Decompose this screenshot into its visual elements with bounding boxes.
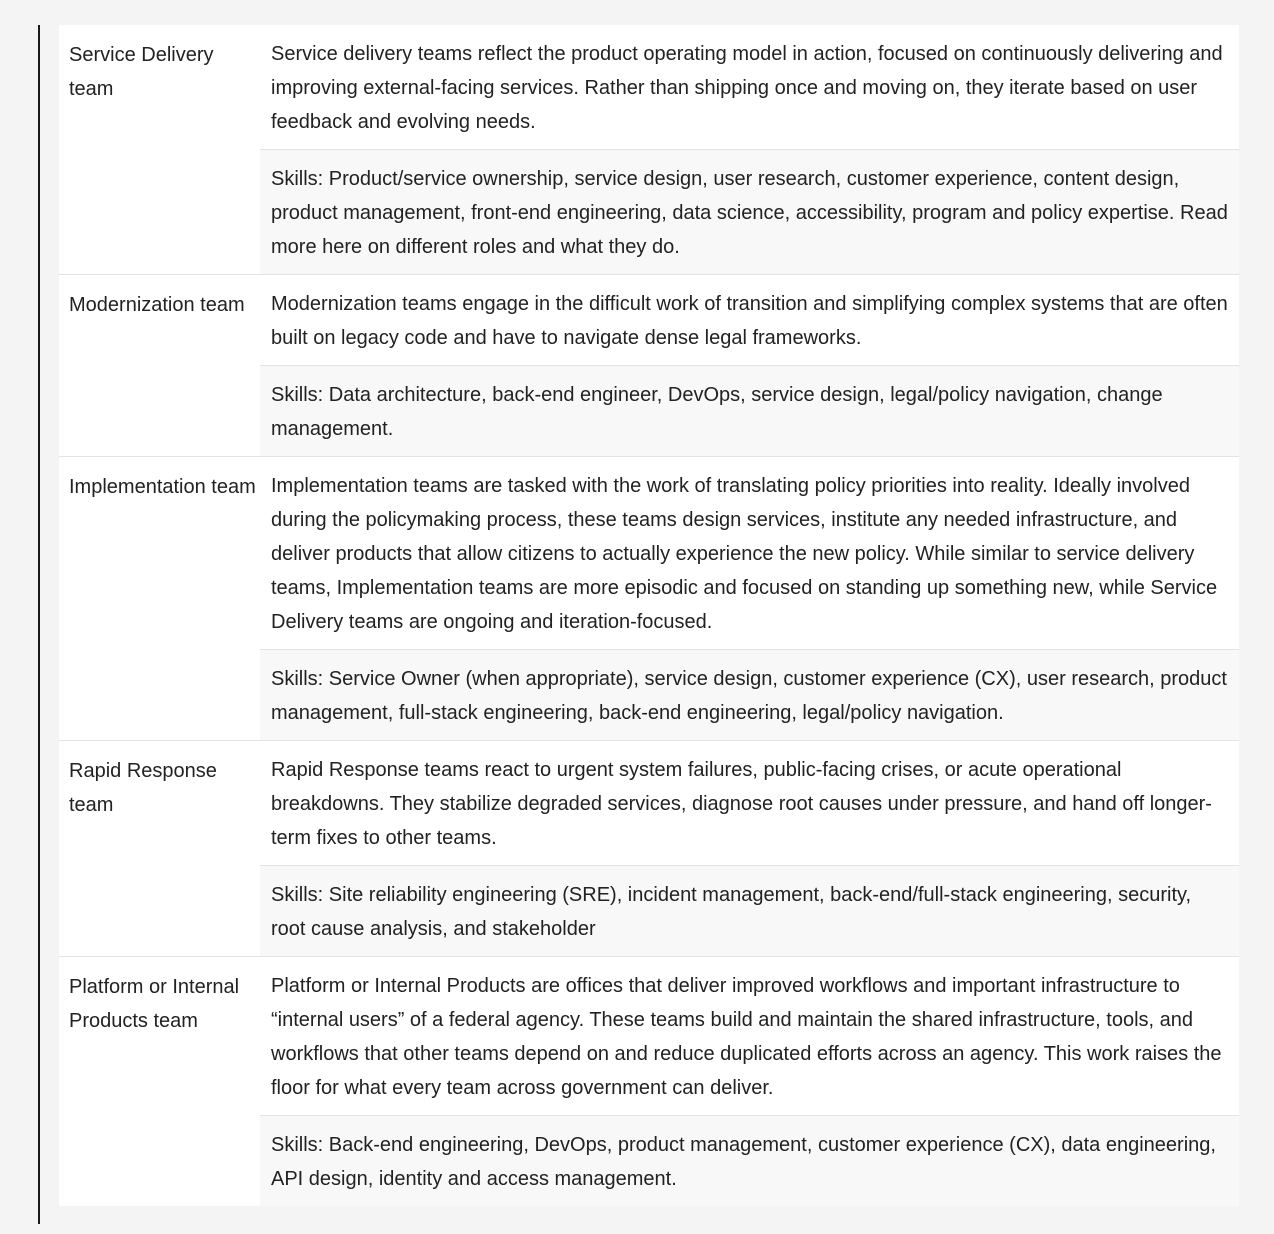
team-details [260, 457, 1239, 740]
team-skills: Skills: Data architecture, back-end engineer, DevOps, service design, legal/policy navigation, change management. [260, 366, 1239, 456]
team-description: Modernization teams engage in the difficult work of transition and simplifying complex systems that are often built on legacy code and have to navigate dense legal frameworks. [260, 275, 1239, 366]
team-name: Implementation team [59, 457, 260, 740]
team-name: Service Delivery team [59, 25, 260, 274]
team-details [260, 25, 1239, 274]
team-details [260, 741, 1239, 956]
team-skills: Skills: Back-end engineering, DevOps, product management, customer experience (CX), data engineering, API design, identity and access management. [260, 1116, 1239, 1206]
team-name: Platform or Internal Products team [59, 957, 260, 1206]
team-skills: Skills: Service Owner (when appropriate), service design, customer experience (CX), user research, product management, full-stack engineering, back-end engineering, legal/policy navigation. [260, 650, 1239, 740]
table-row [59, 741, 1239, 957]
team-types-table [59, 25, 1239, 1206]
table-row [59, 457, 1239, 741]
table-row [59, 275, 1239, 457]
team-details [260, 957, 1239, 1206]
team-skills: Skills: Product/service ownership, service design, user research, customer experience, content design, product management, front-end engineering, data science, accessibility, program and policy expertise. Read more here on different roles and what they do. [260, 150, 1239, 274]
team-name: Rapid Response team [59, 741, 260, 956]
table-row [59, 957, 1239, 1206]
team-skills: Skills: Site reliability engineering (SRE), incident management, back-end/full-stack engineering, security, root cause analysis, and stakeholder [260, 866, 1239, 956]
team-description: Implementation teams are tasked with the work of translating policy priorities into reality. Ideally involved during the policymaking process, these teams design services, institute any needed infrastructure, and deliver products that allow citizens to actually experience the new policy. While similar to service delivery teams, Implementation teams are more episodic and focused on standing up something new, while Service Delivery teams are ongoing and iteration-focused. [260, 457, 1239, 650]
team-details [260, 275, 1239, 456]
team-description: Rapid Response teams react to urgent system failures, public-facing crises, or acute operational breakdowns. They stabilize degraded services, diagnose root causes under pressure, and hand off longer-term fixes to other teams. [260, 741, 1239, 866]
left-border-rule [38, 25, 40, 1224]
team-name: Modernization team [59, 275, 260, 456]
table-row [59, 25, 1239, 275]
team-description: Service delivery teams reflect the product operating model in action, focused on continuously delivering and improving external-facing services. Rather than shipping once and moving on, they iterate based on user feedback and evolving needs. [260, 25, 1239, 150]
team-description: Platform or Internal Products are offices that deliver improved workflows and important infrastructure to “internal users” of a federal agency. These teams build and maintain the shared infrastructure, tools, and workflows that other teams depend on and reduce duplicated efforts across an agency. This work raises the floor for what every team across government can deliver. [260, 957, 1239, 1116]
